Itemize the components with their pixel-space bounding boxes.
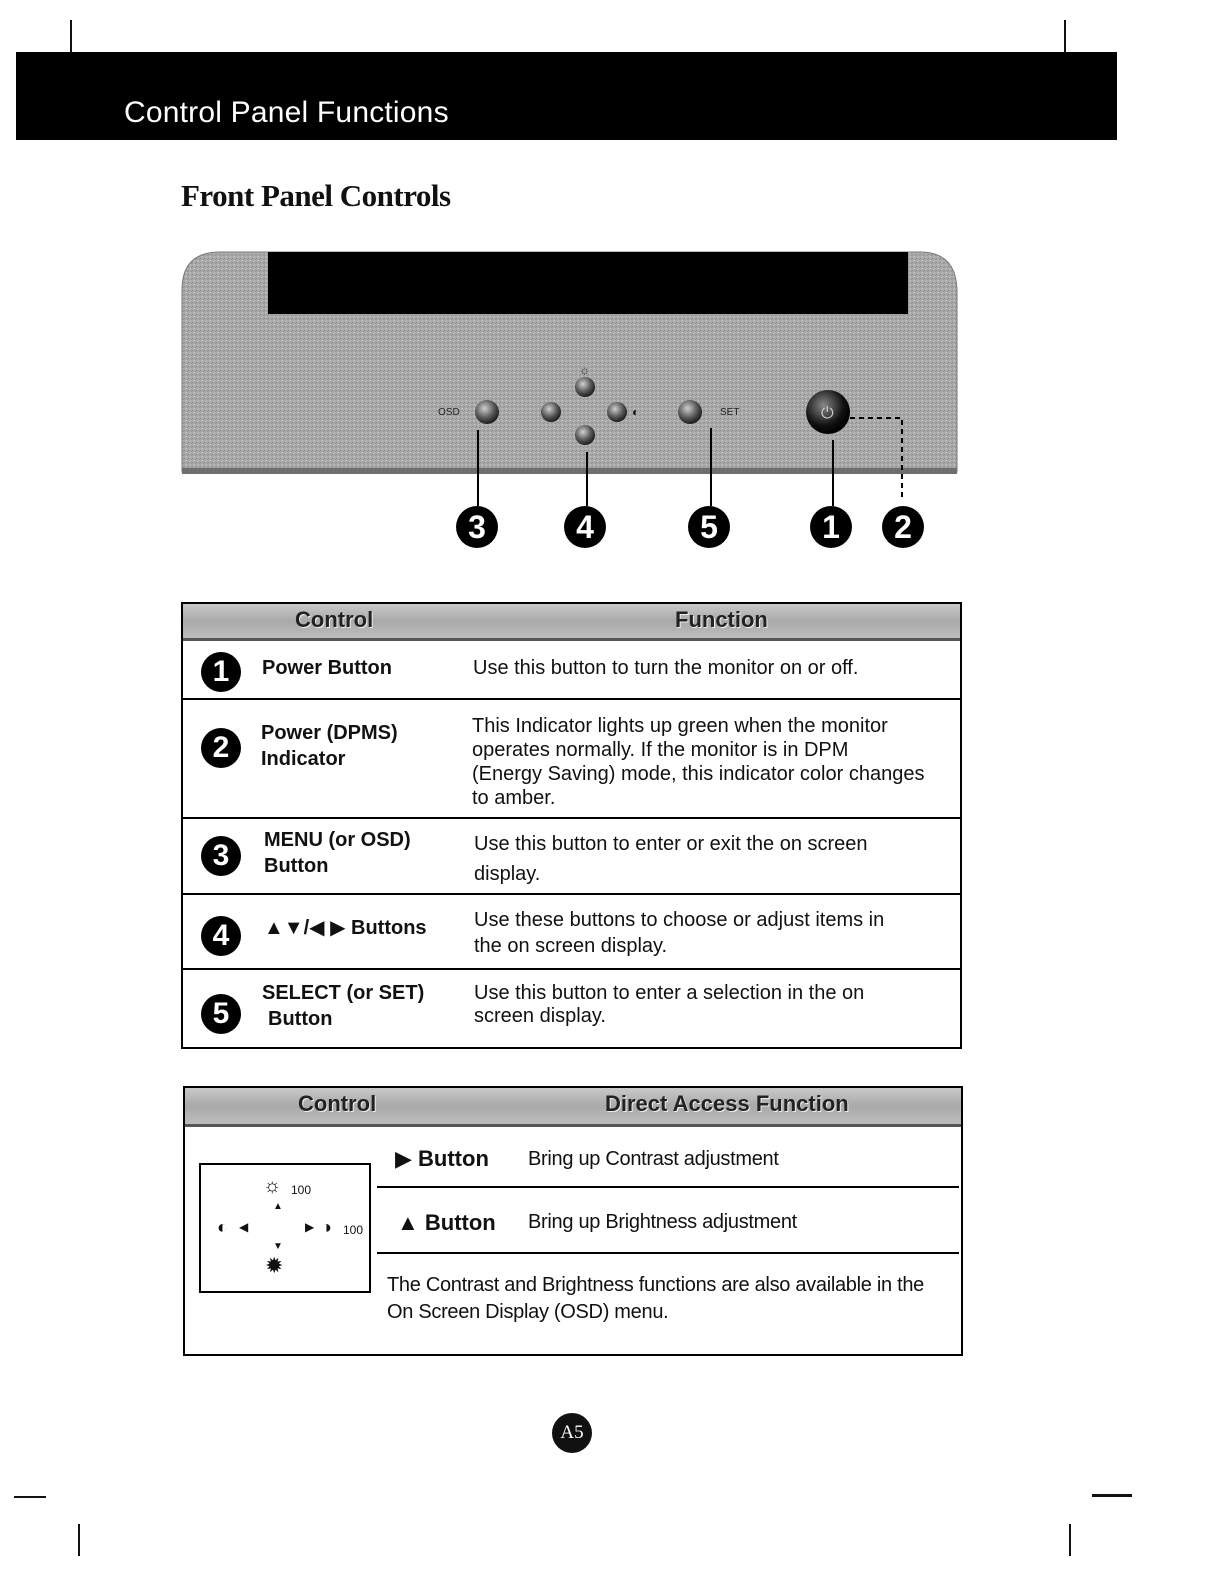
page-number: A5: [552, 1413, 592, 1453]
function-line: to amber.: [472, 787, 556, 809]
osd-adjust-diagram: [199, 1163, 371, 1293]
note-line: On Screen Display (OSD) menu.: [387, 1301, 669, 1323]
row-number-5: 5: [201, 994, 241, 1034]
up-button-function: Bring up Brightness adjustment: [528, 1211, 797, 1233]
function-line: Use these buttons to choose or adjust items in: [474, 909, 885, 931]
crop-mark: [78, 1524, 80, 1556]
brightness-icon: ☼: [263, 1175, 282, 1197]
callout-3: 3: [456, 506, 498, 548]
osd-button: [475, 400, 499, 424]
right-button-function: Bring up Contrast adjustment: [528, 1148, 779, 1170]
col-function: Function: [675, 607, 768, 632]
control-menu-button: [264, 827, 411, 879]
brightness-low-icon: ✹: [265, 1253, 284, 1278]
function-line: the on screen display.: [474, 935, 668, 957]
control-arrow-buttons: ▲▼/◀ ▶ Buttons: [264, 917, 427, 939]
function-power-button: Use this button to turn the monitor on or off.: [473, 657, 859, 679]
function-menu-button: [474, 829, 868, 889]
osd-note: [387, 1272, 924, 1326]
up-button-label: ▲ Button: [397, 1210, 496, 1235]
function-arrow-buttons: [474, 907, 884, 959]
row-number-2: 2: [201, 728, 241, 768]
down-button: [575, 425, 595, 445]
contrast-low-icon: ◐: [217, 1217, 228, 1237]
control-power-indicator: [261, 720, 398, 772]
control-line: SELECT (or SET): [262, 982, 425, 1004]
function-line: Use this button to enter a selection in the on: [474, 982, 865, 1004]
row-divider: [183, 698, 960, 700]
row-divider: [183, 893, 960, 895]
right-arrow-icon: ▶: [305, 1220, 315, 1234]
svg-text:⏻: ⏻: [821, 405, 834, 422]
left-arrow-icon: ◀: [239, 1220, 249, 1234]
table-header: [185, 1088, 961, 1127]
col-control: Control: [298, 1091, 377, 1116]
set-button: [678, 400, 702, 424]
left-button: [541, 402, 561, 422]
brightness-value: 100: [291, 1183, 312, 1197]
row-number-1: 1: [201, 652, 241, 692]
direct-access-table: [183, 1086, 963, 1356]
controls-table: [181, 602, 962, 1049]
contrast-value: 100: [343, 1223, 364, 1237]
row-divider: [377, 1252, 959, 1254]
set-label: SET: [720, 407, 740, 418]
section-title: Front Panel Controls: [181, 178, 451, 213]
control-line: Button: [268, 1008, 333, 1030]
function-line: Use this button to enter or exit the on screen: [474, 833, 868, 855]
crop-mark: [1069, 1524, 1071, 1556]
callout-5: 5: [688, 506, 730, 548]
control-line: MENU (or OSD): [264, 829, 411, 851]
row-number-4: 4: [201, 916, 241, 956]
function-power-indicator: [472, 714, 924, 810]
function-line: display.: [474, 863, 541, 885]
crop-mark: [14, 1496, 46, 1498]
row-divider: [377, 1186, 959, 1188]
down-arrow-icon: ▼: [273, 1241, 283, 1252]
crop-mark: [1064, 20, 1066, 52]
crop-mark: [1092, 1494, 1132, 1497]
row-number-3: 3: [201, 836, 241, 876]
control-power-button: Power Button: [262, 657, 392, 679]
control-select-button: [262, 980, 424, 1032]
function-select-button: [474, 982, 864, 1028]
function-line: This Indicator lights up green when the monitor: [472, 715, 888, 737]
col-direct-access-function: Direct Access Function: [605, 1091, 849, 1116]
function-line: operates normally. If the monitor is in DPM: [472, 739, 849, 761]
control-line: Button: [264, 855, 329, 877]
right-button: [607, 402, 627, 422]
monitor-front-panel-figure: [180, 250, 960, 550]
row-divider: [183, 817, 960, 819]
table-header: [183, 604, 960, 641]
contrast-high-icon: ◑: [321, 1217, 332, 1237]
callout-2: 2: [882, 506, 924, 548]
col-control: Control: [295, 607, 374, 632]
right-button-label: ▶ Button: [395, 1146, 489, 1171]
contrast-symbol: ◐: [632, 405, 640, 419]
page-title: Control Panel Functions: [124, 96, 449, 129]
function-line: screen display.: [474, 1005, 606, 1027]
up-arrow-icon: ▲: [273, 1201, 283, 1212]
function-line: (Energy Saving) mode, this indicator color changes: [472, 763, 925, 785]
up-button: [575, 377, 595, 397]
crop-mark: [70, 20, 72, 52]
monitor-illustration: [180, 250, 960, 550]
note-line: The Contrast and Brightness functions are also available in the: [387, 1274, 924, 1296]
control-line: Indicator: [261, 748, 346, 770]
osd-label: OSD: [438, 407, 460, 418]
callout-4: 4: [564, 506, 606, 548]
callout-1: 1: [810, 506, 852, 548]
control-line: Power (DPMS): [261, 722, 398, 744]
row-divider: [183, 968, 960, 970]
brightness-symbol: ☼: [579, 363, 590, 377]
